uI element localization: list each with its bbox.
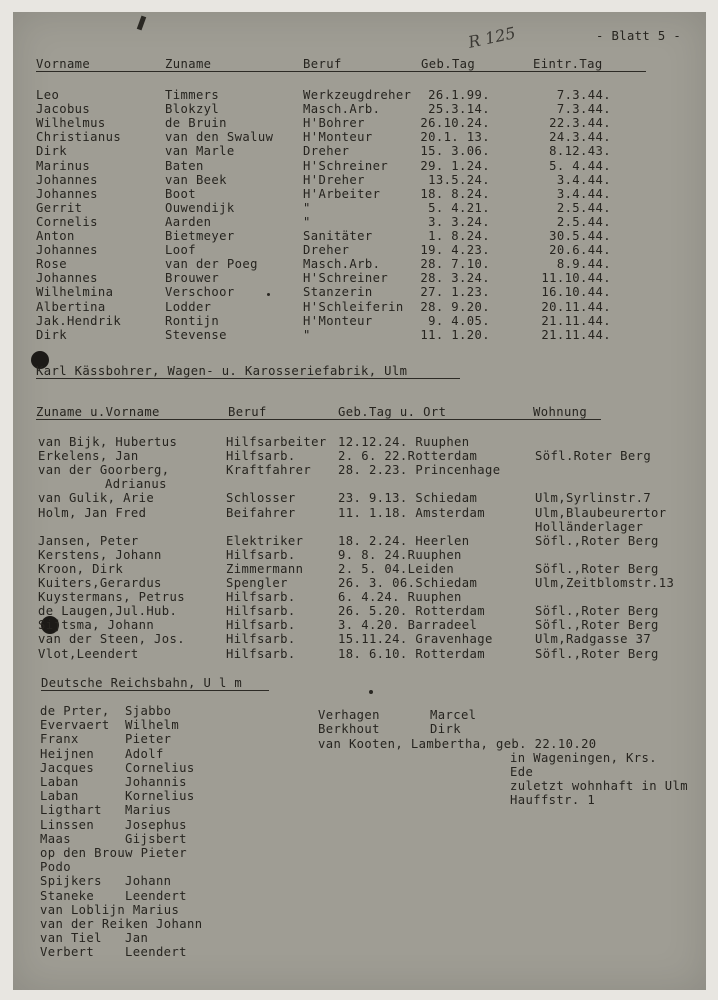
surname-cell: Evervaert [40, 718, 110, 733]
surname-cell: Jacques [40, 760, 95, 775]
given-name-cell: Dirk [430, 722, 461, 737]
surname-cell: Franx [40, 732, 79, 747]
surname-cell: Podo [40, 860, 71, 875]
note-line: Ede [510, 765, 534, 779]
surname-cell: van der Reiken Johann [40, 917, 203, 931]
occupation-cell: Elektriker [226, 533, 304, 548]
birth-date-cell: 9. 4.05. [428, 313, 490, 328]
residence-cell: Ulm,Radgasse 37 [535, 632, 652, 647]
name-cell: van der Goorberg, [38, 463, 170, 478]
birth-cell: 3. 4.20. Barradeel [338, 618, 478, 633]
section1-header-rule [36, 71, 646, 72]
occupation-cell: H'Schreiner [303, 158, 389, 173]
occupation-cell: Schlosser [226, 491, 296, 506]
last-name-cell: van der Poeg [165, 257, 258, 272]
given-name-cell: Kornelius [125, 789, 195, 804]
last-name-cell: Loof [165, 243, 196, 258]
birth-cell: 18. 2.24. Heerlen [338, 533, 470, 548]
first-name-cell: Johannes [36, 172, 98, 187]
birth-date-cell: 11. 1.20. [420, 327, 490, 342]
birth-cell: 2. 6. 22.Rotterdam [338, 449, 478, 464]
birth-date-cell: 13.5.24. [428, 172, 490, 187]
birth-cell: 28. 2.23. Princenhage [338, 463, 501, 478]
entry-date-cell: 7.3.44. [556, 88, 611, 102]
occupation-cell: Hilfsarb. [226, 604, 296, 619]
surname-cell: van Tiel [40, 931, 102, 946]
last-name-cell: Baten [165, 158, 204, 173]
first-name-cell: Johannes [36, 243, 98, 258]
column-header: Zuname [165, 57, 212, 71]
sheet-label: - Blatt 5 - [596, 29, 682, 43]
birth-cell: 18. 6.10. Rotterdam [338, 646, 486, 661]
residence-cell: Söfl.,Roter Berg [535, 533, 659, 548]
first-name-cell: Albertina [36, 299, 106, 314]
first-name-cell: Anton [36, 229, 75, 243]
entry-date-cell: 8.9.44. [556, 257, 611, 272]
occupation-cell: Zimmermann [226, 561, 304, 576]
ink-dot [369, 690, 373, 694]
occupation-cell: Hilfsarb. [226, 618, 296, 633]
entry-date-cell: 3.4.44. [556, 186, 611, 201]
occupation-cell: H'Dreher [303, 172, 365, 187]
column-header: Zuname u.Vorname [36, 405, 160, 419]
last-name-cell: van Marle [165, 144, 235, 159]
entry-date-cell: 21.11.44. [541, 313, 611, 328]
column-header: Geb.Tag [421, 57, 476, 71]
name-cell: de Laugen,Jul.Hub. [38, 604, 178, 619]
birth-cell: 9. 8. 24.Ruuphen [338, 547, 462, 562]
entry-date-cell: 8.12.43. [549, 144, 611, 159]
occupation-cell: H'Schreiner [303, 271, 389, 286]
residence-cell: Ulm,Syrlinstr.7 [535, 491, 652, 506]
given-name-cell: Marcel [430, 708, 477, 722]
entry-date-cell: 3.4.44. [556, 172, 611, 187]
last-name-cell: van den Swaluw [165, 130, 274, 145]
entry-date-cell: 16.10.44. [541, 285, 611, 300]
section2-header-rule [36, 419, 601, 420]
entry-date-cell: 20.11.44. [541, 299, 611, 314]
occupation-cell: Masch.Arb. [303, 257, 381, 272]
name-cell: Kerstens, Johann [38, 547, 162, 562]
birth-date-cell: 29. 1.24. [420, 158, 490, 173]
residence-cell: Söfl.,Roter Berg [535, 604, 659, 619]
name-cell: van der Steen, Jos. [38, 632, 186, 647]
occupation-cell: H'Bohrer [303, 116, 365, 131]
entry-date-cell: 24.3.44. [549, 130, 611, 145]
residence-cell: Holländerlager [535, 519, 644, 534]
birth-date-cell: 26.10.24. [420, 116, 490, 131]
birth-cell: 26. 5.20. Rotterdam [338, 604, 486, 619]
surname-cell: Linssen [40, 817, 95, 832]
surname-cell: de Prter, [40, 704, 110, 718]
occupation-cell: Hilfsarb. [226, 547, 296, 562]
occupation-cell: Hilfsarbeiter [226, 435, 327, 449]
name-cell: Kroon, Dirk [38, 561, 124, 576]
last-name-cell: Brouwer [165, 271, 220, 286]
first-name-cell: Leo [36, 88, 60, 102]
last-name-cell: Stevense [165, 327, 227, 342]
given-name-cell: Pieter [125, 732, 172, 747]
first-name-cell: Marinus [36, 158, 91, 173]
given-name-cell: Josephus [125, 817, 187, 832]
section2-title-rule [36, 378, 460, 379]
first-name-cell: Jacobus [36, 102, 91, 117]
note-line: zuletzt wohnhaft in Ulm [510, 779, 688, 793]
given-name-cell: Wilhelm [125, 718, 180, 733]
occupation-cell: Hilfsarb. [226, 590, 296, 605]
first-name-cell: Wilhelmina [36, 285, 114, 300]
given-name-cell: Sjabbo [125, 704, 172, 718]
entry-date-cell: 7.3.44. [556, 102, 611, 117]
section2-title: Karl Kässbohrer, Wagen- u. Karosseriefabrik, Ulm [36, 364, 408, 378]
occupation-cell: Hilfsarb. [226, 646, 296, 661]
first-name-cell: Rose [36, 257, 67, 272]
surname-cell: Berkhout [318, 722, 380, 737]
given-name-cell: Cornelius [125, 760, 195, 775]
occupation-cell: Masch.Arb. [303, 102, 381, 117]
occupation-cell: Sanitäter [303, 229, 373, 243]
given-name-cell: Johann [125, 874, 172, 889]
given-name-cell: Leendert [125, 888, 187, 903]
birth-date-cell: 28. 7.10. [420, 257, 490, 272]
last-name-cell: Blokzyl [165, 102, 220, 117]
occupation-cell: Hilfsarb. [226, 449, 296, 464]
occupation-cell: Spengler [226, 576, 288, 590]
note-line: in Wageningen, Krs. [510, 751, 658, 765]
surname-cell: Verhagen [318, 708, 380, 722]
birth-date-cell: 28. 3.24. [420, 271, 490, 286]
surname-cell: op den Brouw Pieter [40, 846, 188, 860]
occupation-cell: Kraftfahrer [226, 463, 312, 478]
name-cell: Kuiters,Gerardus [38, 576, 162, 590]
surname-cell: Ligthart [40, 803, 102, 818]
occupation-cell: Stanzerin [303, 285, 373, 300]
name-cell: Sijtsma, Johann [38, 618, 155, 633]
given-name-cell: Leendert [125, 945, 187, 960]
entry-date-cell: 21.11.44. [541, 327, 611, 342]
residence-cell: Söfl.,Roter Berg [535, 618, 659, 633]
first-name-cell: Dirk [36, 144, 67, 159]
birth-cell: 2. 5. 04.Leiden [338, 561, 455, 576]
first-name-cell: Wilhelmus [36, 116, 106, 131]
entry-date-cell: 2.5.44. [556, 200, 611, 215]
residence-cell: Ulm,Zeitblomstr.13 [535, 576, 675, 590]
birth-date-cell: 25.3.14. [428, 102, 490, 117]
last-name-cell: Boot [165, 186, 196, 201]
birth-date-cell: 28. 9.20. [420, 299, 490, 314]
entry-date-cell: 5. 4.44. [549, 158, 611, 173]
occupation-cell: Dreher [303, 243, 350, 258]
birth-date-cell: 15. 3.06. [420, 144, 490, 159]
column-header: Geb.Tag u. Ort [338, 405, 447, 419]
name-cell: Jansen, Peter [38, 533, 139, 548]
residence-cell: Söfl.,Roter Berg [535, 646, 659, 661]
name-cell: Adrianus [105, 477, 167, 492]
entry-date-cell: 30.5.44. [549, 229, 611, 243]
birth-date-cell: 20.1. 13. [420, 130, 490, 145]
occupation-cell: Dreher [303, 144, 350, 159]
last-name-cell: Lodder [165, 299, 212, 314]
entry-date-cell: 22.3.44. [549, 116, 611, 131]
occupation-cell: " [303, 327, 311, 342]
surname-cell: Staneke [40, 888, 95, 903]
surname-cell: Spijkers [40, 874, 102, 889]
occupation-cell: Hilfsarb. [226, 632, 296, 647]
residence-cell: Söfl.Roter Berg [535, 449, 652, 464]
section3-title-rule [41, 690, 269, 691]
given-name-cell: Adolf [125, 746, 164, 761]
last-name-cell: Rontijn [165, 313, 220, 328]
surname-cell: Heijnen [40, 746, 95, 761]
section3-title: Deutsche Reichsbahn, U l m [41, 676, 243, 690]
name-cell: van Gulik, Arie [38, 491, 155, 506]
entry-date-cell: 11.10.44. [541, 271, 611, 286]
birth-cell: 26. 3. 06.Schiedam [338, 576, 478, 590]
name-cell: Erkelens, Jan [38, 449, 139, 464]
name-cell: Vlot,Leendert [38, 646, 139, 661]
given-name-cell: Johannis [125, 775, 187, 789]
surname-cell: Laban [40, 789, 79, 804]
last-name-cell: Ouwendijk [165, 200, 235, 215]
column-header: Vorname [36, 57, 91, 71]
occupation-cell: H'Arbeiter [303, 186, 381, 201]
residence-cell: Ulm,Blaubeurertor [535, 505, 667, 520]
occupation-cell: H'Monteur [303, 130, 373, 145]
occupation-cell: " [303, 200, 311, 215]
first-name-cell: Cornelis [36, 214, 98, 229]
column-header: Wohnung [533, 405, 588, 419]
given-name-cell: Marius [125, 803, 172, 818]
first-name-cell: Gerrit [36, 200, 83, 215]
birth-cell: 23. 9.13. Schiedam [338, 491, 478, 506]
birth-cell: 15.11.24. Gravenhage [338, 632, 493, 647]
occupation-cell: Werkzeugdreher [303, 88, 412, 102]
given-name-cell: Gijsbert [125, 831, 187, 846]
first-name-cell: Johannes [36, 271, 98, 286]
name-cell: Holm, Jan Fred [38, 505, 147, 520]
name-cell: Kuystermans, Petrus [38, 590, 186, 605]
entry-date-cell: 2.5.44. [556, 214, 611, 229]
occupation-cell: Beifahrer [226, 505, 296, 520]
name-cell: van Bijk, Hubertus [38, 435, 178, 449]
column-header: Eintr.Tag [533, 57, 603, 71]
surname-cell: van Loblijn Marius [40, 902, 180, 917]
last-name-cell: de Bruin [165, 116, 227, 131]
last-name-cell: van Beek [165, 172, 227, 187]
birth-cell: 6. 4.24. Ruuphen [338, 590, 462, 605]
birth-date-cell: 27. 1.23. [420, 285, 490, 300]
birth-date-cell: 26.1.99. [428, 88, 490, 102]
birth-date-cell: 19. 4.23. [420, 243, 490, 258]
birth-date-cell: 18. 8.24. [420, 186, 490, 201]
first-name-cell: Dirk [36, 327, 67, 342]
note-line: Hauffstr. 1 [510, 793, 596, 807]
ink-mark [137, 16, 146, 31]
last-name-cell: Aarden [165, 214, 212, 229]
occupation-cell: " [303, 214, 311, 229]
handwritten-mark: R 125 [466, 23, 518, 52]
ink-dot [267, 293, 270, 296]
entry-date-cell: 20.6.44. [549, 243, 611, 258]
birth-cell: 11. 1.18. Amsterdam [338, 505, 486, 520]
occupation-cell: H'Monteur [303, 313, 373, 328]
surname-cell: Laban [40, 775, 79, 789]
birth-date-cell: 5. 4.21. [428, 200, 490, 215]
birth-cell: 12.12.24. Ruuphen [338, 435, 470, 449]
birth-date-cell: 1. 8.24. [428, 229, 490, 243]
birth-date-cell: 3. 3.24. [428, 214, 490, 229]
column-header: Beruf [228, 405, 267, 419]
surname-cell: Maas [40, 831, 71, 846]
last-name-cell: Verschoor [165, 285, 235, 300]
document-page [13, 12, 706, 990]
first-name-cell: Johannes [36, 186, 98, 201]
first-name-cell: Jak.Hendrik [36, 313, 122, 328]
given-name-cell: Jan [125, 931, 149, 946]
column-header: Beruf [303, 57, 342, 71]
note-line: van Kooten, Lambertha, geb. 22.10.20 [318, 737, 597, 751]
last-name-cell: Bietmeyer [165, 229, 235, 243]
last-name-cell: Timmers [165, 88, 220, 102]
occupation-cell: H'Schleiferin [303, 299, 404, 314]
residence-cell: Söfl.,Roter Berg [535, 561, 659, 576]
first-name-cell: Christianus [36, 130, 122, 145]
surname-cell: Verbert [40, 945, 95, 960]
